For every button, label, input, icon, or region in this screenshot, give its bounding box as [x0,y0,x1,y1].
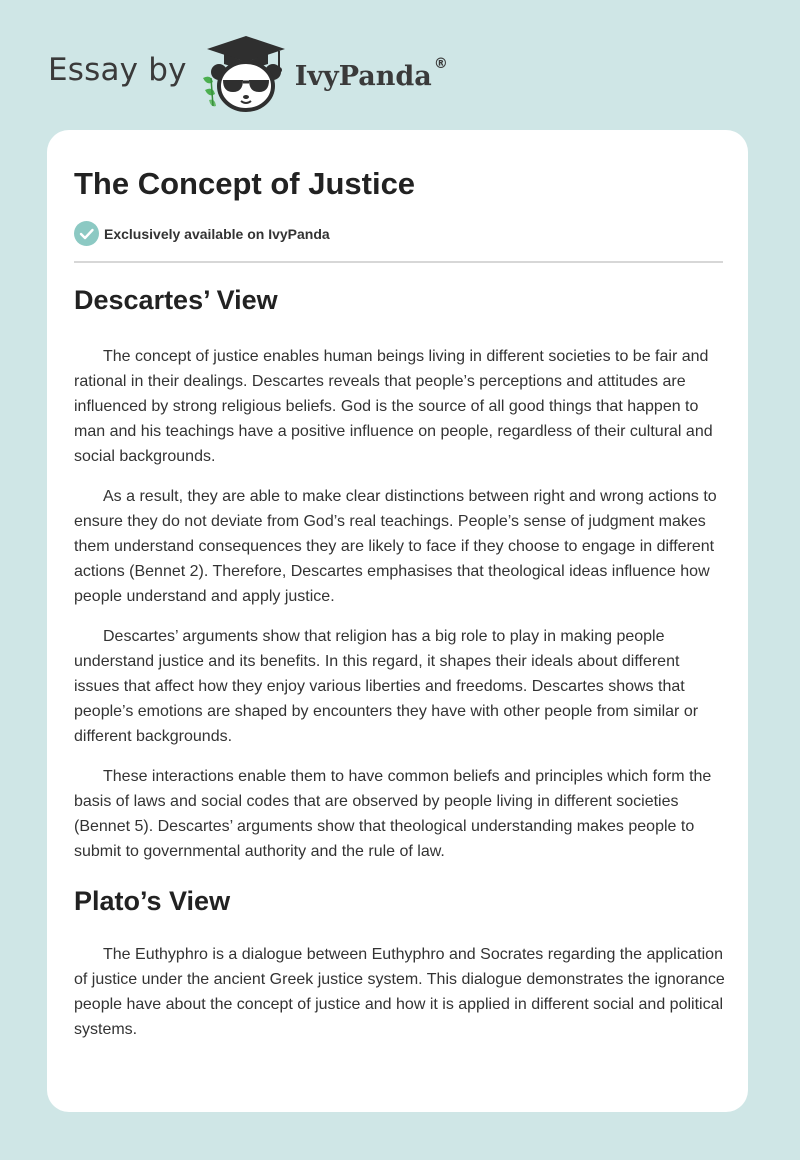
section-heading-descartes: Descartes’ View [74,285,278,315]
registered-mark: ® [433,56,448,72]
brand-prefix: Essay by [48,52,187,88]
exclusive-badge-label: Exclusively available on IvyPanda [104,225,330,242]
page-title: The Concept of Justice [74,166,416,201]
paragraph: As a result, they are able to make clear distinctions between right and wrong actions to ensure they do not deviate from God’s real teachings. People’s sense of judgment makes them understand consequences they are likely to face if they choose to engage in different actions (Bennet 2). Therefore, Descartes emphasises that theological ideas influence how people understand and apply justice. [74,488,717,605]
ivypanda-logo-icon[interactable] [199,34,293,114]
exclusive-badge [74,221,330,246]
paragraph: The Euthyphro is a dialogue between Euthyphro and Socrates regarding the application of justice under the ancient Greek justice system. This dialogue demonstrates the ignorance people have about the concept of justice and how it is applied in different social and political systems. [74,946,725,1038]
paragraph: Descartes’ arguments show that religion has a big role to play in making people understand justice and its benefits. In this regard, it shapes their ideals about different issues that affect how they enjoy various liberties and freedoms. Descartes shows that people’s emotions are shaped by encounters they have with other people from similar or different backgrounds. [74,628,699,745]
essay-body [74,282,726,1057]
section-heading-plato: Plato’s View [74,886,231,916]
essay-card [47,130,748,1112]
site-header [48,34,448,114]
divider [74,261,723,263]
check-circle-icon [74,221,99,246]
paragraph: These interactions enable them to have common beliefs and principles which form the basis of laws and social codes that are observed by people living in different societies (Bennet 5). Descartes’ arguments show that theological understanding makes people to submit to governmental authority and the rule of law. [74,768,712,860]
brand-name[interactable]: IvyPanda [294,60,432,92]
paragraph: The concept of justice enables human beings living in different societies to be fair and rational in their dealings. Descartes reveals that people’s perceptions and attitudes are influenced by strong religious beliefs. God is the source of all good things that happen to man and his teachings have a positive influence on people, regardless of their cultural and social backgrounds. [74,348,713,465]
